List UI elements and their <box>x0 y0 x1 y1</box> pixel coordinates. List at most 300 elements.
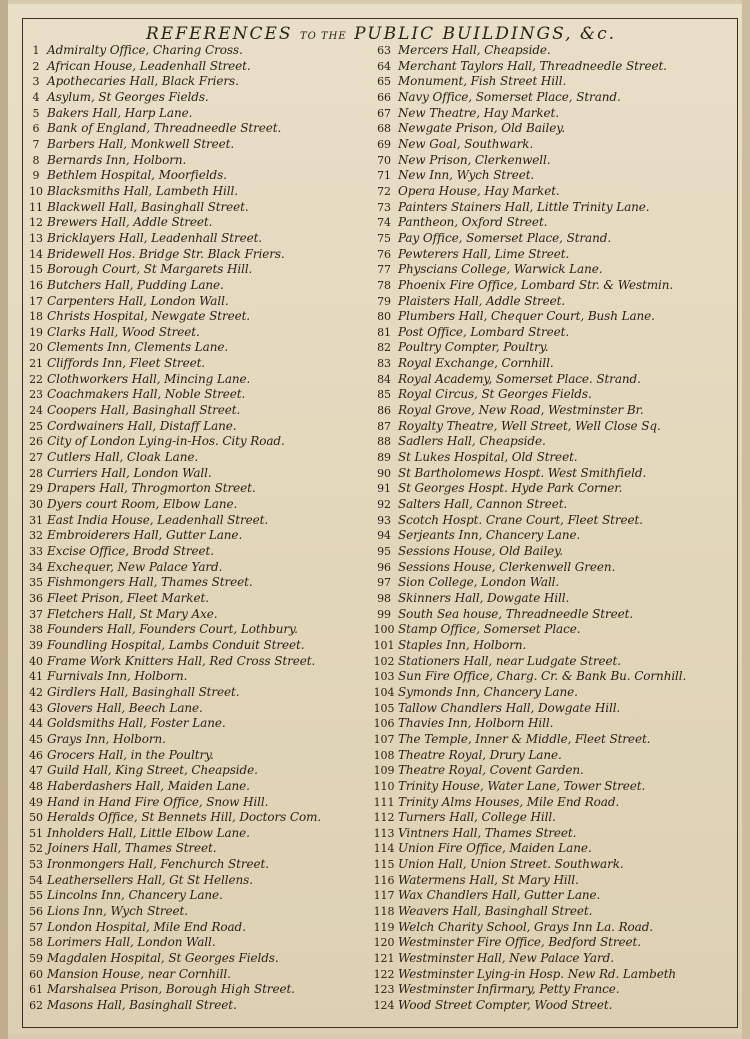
entry-text: Royalty Theatre, Well Street, Well Close Sq. <box>398 418 661 433</box>
entry-text: South Sea house, Threadneedle Street. <box>398 606 634 621</box>
entry-text: Lincolns Inn, Chancery Lane. <box>47 888 223 903</box>
entry-text: Bernards Inn, Holborn. <box>47 152 187 167</box>
entry-number: 6 <box>32 122 40 136</box>
reference-entry <box>370 43 735 59</box>
entry-number: 45 <box>29 732 43 746</box>
entry-text: Royal Exchange, Cornhill. <box>398 356 554 371</box>
entry-text: Lions Inn, Wych Street. <box>47 904 188 919</box>
entry-text: Frame Work Knitters Hall, Red Cross Street. <box>47 653 316 668</box>
reference-entry <box>370 215 735 231</box>
reference-entry <box>370 763 735 779</box>
entry-number: 34 <box>29 560 43 574</box>
entry-number: 87 <box>377 419 391 433</box>
entry-text: Salters Hall, Cannon Street. <box>398 497 568 512</box>
entry-number: 100 <box>373 623 395 637</box>
reference-entry <box>370 153 735 169</box>
entry-number: 106 <box>373 717 395 731</box>
entry-text: Plumbers Hall, Chequer Court, Bush Lane. <box>398 309 655 324</box>
entry-number: 79 <box>377 294 391 308</box>
entry-number: 84 <box>377 372 391 386</box>
entry-number: 41 <box>29 670 43 684</box>
reference-entry <box>25 168 375 184</box>
entry-text: Goldsmiths Hall, Foster Lane. <box>47 716 226 731</box>
entry-text: City of London Lying-in-Hos. City Road. <box>47 434 285 449</box>
entry-text: Embroiderers Hall, Gutter Lane. <box>47 528 243 543</box>
entry-text: Phoenix Fire Office, Lombard Str. & Westmin. <box>398 277 674 292</box>
entry-text: Mercers Hall, Cheapside. <box>398 43 551 57</box>
entry-number: 94 <box>377 529 391 543</box>
entry-number: 27 <box>29 451 43 465</box>
entry-text: New Theatre, Hay Market. <box>398 105 559 120</box>
reference-entry <box>25 450 375 466</box>
entry-text: Sadlers Hall, Cheapside. <box>398 434 546 449</box>
reference-entry <box>370 325 735 341</box>
entry-number: 90 <box>377 466 391 480</box>
reference-entry <box>25 466 375 482</box>
entry-number: 82 <box>377 341 391 355</box>
entry-text: Bakers Hall, Harp Lane. <box>47 105 193 120</box>
entry-number: 92 <box>377 498 391 512</box>
entry-text: Hand in Hand Fire Office, Snow Hill. <box>47 794 269 809</box>
entry-text: Joiners Hall, Thames Street. <box>47 841 217 856</box>
reference-entry <box>370 121 735 137</box>
entry-text: Lorimers Hall, London Wall. <box>47 935 216 950</box>
entry-number: 2 <box>32 59 40 73</box>
entry-text: Stationers Hall, near Ludgate Street. <box>398 653 621 668</box>
reference-entry <box>370 560 735 576</box>
entry-text: Glovers Hall, Beech Lane. <box>47 700 203 715</box>
entry-text: Stamp Office, Somerset Place. <box>398 622 581 637</box>
entry-text: Pewterers Hall, Lime Street. <box>398 246 570 261</box>
entry-text: Masons Hall, Basinghall Street. <box>47 998 237 1013</box>
entry-text: St Lukes Hospital, Old Street. <box>398 450 578 465</box>
entry-number: 53 <box>29 858 43 872</box>
entry-text: Mansion House, near Cornhill. <box>47 966 231 981</box>
entry-number: 29 <box>29 482 43 496</box>
reference-entry <box>25 419 375 435</box>
reference-entry <box>370 434 735 450</box>
entry-number: 107 <box>373 732 395 746</box>
reference-entry <box>370 888 735 904</box>
reference-entry <box>370 387 735 403</box>
entry-number: 74 <box>377 216 391 230</box>
entry-number: 97 <box>377 576 391 590</box>
left-column <box>25 43 375 1014</box>
entry-text: New Prison, Clerkenwell. <box>398 152 551 167</box>
entry-number: 13 <box>29 231 43 245</box>
reference-entry <box>25 685 375 701</box>
reference-entry <box>25 497 375 513</box>
reference-entry <box>25 231 375 247</box>
entry-number: 109 <box>373 764 395 778</box>
entry-number: 70 <box>377 153 391 167</box>
entry-text: Thavies Inn, Holborn Hill. <box>398 716 554 731</box>
entry-number: 67 <box>377 106 391 120</box>
entry-number: 48 <box>29 779 43 793</box>
entry-text: Cutlers Hall, Cloak Lane. <box>47 450 199 465</box>
entry-number: 50 <box>29 811 43 825</box>
entry-text: London Hospital, Mile End Road. <box>47 919 246 934</box>
entry-text: Furnivals Inn, Holborn. <box>47 669 188 684</box>
entry-number: 98 <box>377 591 391 605</box>
reference-entry <box>25 575 375 591</box>
reference-entry <box>25 325 375 341</box>
reference-entry <box>370 200 735 216</box>
entry-number: 103 <box>373 670 395 684</box>
entry-text: Westminster Infirmary, Petty France. <box>398 982 620 997</box>
reference-entry <box>25 262 375 278</box>
title-public-buildings: PUBLIC BUILDINGS, &c. <box>354 24 617 44</box>
reference-entry <box>370 497 735 513</box>
entry-text: Tallow Chandlers Hall, Dowgate Hill. <box>398 700 621 715</box>
entry-number: 33 <box>29 545 43 558</box>
entry-text: Ironmongers Hall, Fenchurch Street. <box>47 857 269 872</box>
reference-entry <box>370 841 735 857</box>
reference-entry <box>370 998 735 1014</box>
entry-text: Sessions House, Clerkenwell Green. <box>398 559 616 574</box>
reference-entry <box>370 528 735 544</box>
reference-entry <box>25 967 375 983</box>
entry-number: 118 <box>373 905 395 919</box>
entry-number: 61 <box>29 983 43 997</box>
entry-number: 43 <box>29 701 43 715</box>
entry-text: Trinity Alms Houses, Mile End Road. <box>398 794 620 809</box>
reference-entry <box>370 466 735 482</box>
reference-entry <box>25 294 375 310</box>
entry-number: 39 <box>29 638 43 652</box>
entry-text: Union Fire Office, Maiden Lane. <box>398 841 592 856</box>
reference-entry <box>370 982 735 998</box>
map-sheet <box>8 4 742 1034</box>
entry-text: Westminster Fire Office, Bedford Street. <box>398 935 641 950</box>
reference-entry <box>370 873 735 889</box>
entry-text: Bricklayers Hall, Leadenhall Street. <box>47 230 263 245</box>
entry-text: Bank of England, Threadneedle Street. <box>47 121 282 136</box>
reference-entry <box>370 247 735 263</box>
entry-text: Wax Chandlers Hall, Gutter Lane. <box>398 888 601 903</box>
reference-entry <box>25 513 375 529</box>
entry-text: Fletchers Hall, St Mary Axe. <box>47 606 218 621</box>
reference-entry <box>370 826 735 842</box>
reference-entry <box>370 419 735 435</box>
entry-text: Post Office, Lombard Street. <box>398 324 570 339</box>
reference-entry <box>370 638 735 654</box>
entry-number: 10 <box>29 184 43 198</box>
entry-text: Bridewell Hos. Bridge Str. Black Friers. <box>47 246 285 261</box>
reference-entry <box>370 294 735 310</box>
entry-number: 40 <box>29 654 43 668</box>
entry-number: 76 <box>377 247 391 261</box>
entry-number: 30 <box>29 498 43 512</box>
entry-text: Navy Office, Somerset Place, Strand. <box>398 89 621 104</box>
reference-entry <box>25 309 375 325</box>
entry-number: 5 <box>32 106 40 120</box>
entry-text: East India House, Leadenhall Street. <box>47 512 269 527</box>
reference-entry <box>25 982 375 998</box>
reference-entry <box>25 43 375 59</box>
reference-entry <box>370 137 735 153</box>
entry-number: 60 <box>29 967 43 981</box>
entry-text: Newgate Prison, Old Bailey. <box>398 121 566 136</box>
entry-text: Serjeants Inn, Chancery Lane. <box>398 528 581 543</box>
reference-entry <box>25 779 375 795</box>
reference-entry <box>370 654 735 670</box>
entry-number: 28 <box>29 466 43 480</box>
reference-entry <box>25 998 375 1014</box>
entry-text: Wood Street Compter, Wood Street. <box>398 998 613 1013</box>
reference-entry <box>25 841 375 857</box>
entry-text: Welch Charity School, Grays Inn La. Road. <box>398 919 654 934</box>
reference-entry <box>25 387 375 403</box>
entry-text: St Georges Hospt. Hyde Park Corner. <box>398 481 623 496</box>
entry-text: Barbers Hall, Monkwell Street. <box>47 136 235 151</box>
entry-text: Apothecaries Hall, Black Friers. <box>47 74 239 89</box>
entry-number: 72 <box>377 184 391 198</box>
entry-number: 55 <box>29 889 43 903</box>
entry-text: Fishmongers Hall, Thames Street. <box>47 575 253 590</box>
entry-text: Sun Fire Office, Charg. Cr. & Bank Bu. Cornhill. <box>398 669 687 684</box>
reference-entry <box>25 951 375 967</box>
references-table <box>22 18 738 1028</box>
reference-entry <box>25 106 375 122</box>
entry-number: 20 <box>29 341 43 355</box>
entry-number: 59 <box>29 952 43 966</box>
entry-number: 21 <box>29 357 43 371</box>
reference-entry <box>370 575 735 591</box>
reference-entry <box>370 340 735 356</box>
entry-number: 15 <box>29 263 43 277</box>
reference-entry <box>25 372 375 388</box>
reference-entry <box>370 685 735 701</box>
paper-edge-left <box>0 0 8 1039</box>
reference-entry <box>370 779 735 795</box>
entry-text: Scotch Hospt. Crane Court, Fleet Street. <box>398 512 643 527</box>
entry-number: 57 <box>29 920 43 934</box>
entry-text: Coopers Hall, Basinghall Street. <box>47 403 241 418</box>
entry-text: Sessions House, Old Bailey. <box>398 544 563 558</box>
reference-entry <box>370 701 735 717</box>
entry-number: 113 <box>373 826 395 840</box>
reference-entry <box>25 403 375 419</box>
entry-text: Christs Hospital, Newgate Street. <box>47 309 251 324</box>
reference-entry <box>370 920 735 936</box>
reference-entry <box>25 215 375 231</box>
reference-entry <box>370 231 735 247</box>
entry-number: 122 <box>373 967 395 981</box>
entry-text: Guild Hall, King Street, Cheapside. <box>47 763 258 778</box>
reference-entry <box>25 920 375 936</box>
entry-number: 11 <box>29 200 43 214</box>
entry-text: Blackwell Hall, Basinghall Street. <box>47 199 249 214</box>
entry-text: Painters Stainers Hall, Little Trinity Lane. <box>398 199 650 214</box>
entry-text: Marshalsea Prison, Borough High Street. <box>47 982 295 997</box>
reference-entry <box>25 669 375 685</box>
reference-entry <box>25 153 375 169</box>
entry-number: 115 <box>373 858 395 872</box>
reference-entry <box>370 59 735 75</box>
entry-number: 89 <box>377 451 391 465</box>
entry-text: Inholders Hall, Little Elbow Lane. <box>47 825 250 840</box>
entry-text: Coachmakers Hall, Noble Street. <box>47 387 246 402</box>
reference-entry <box>25 888 375 904</box>
entry-text: Monument, Fish Street Hill. <box>398 74 567 89</box>
entry-number: 56 <box>29 905 43 919</box>
entry-number: 91 <box>377 482 391 496</box>
entry-text: Brewers Hall, Addle Street. <box>47 215 213 230</box>
reference-entry <box>25 607 375 623</box>
entry-number: 49 <box>29 795 43 809</box>
entry-text: Union Hall, Union Street. Southwark. <box>398 857 624 872</box>
entry-number: 75 <box>377 231 391 245</box>
entry-text: Poultry Compter, Poultry. <box>398 340 549 355</box>
reference-entry <box>25 200 375 216</box>
entry-text: Excise Office, Brodd Street. <box>47 544 214 558</box>
entry-text: Trinity House, Water Lane, Tower Street. <box>398 778 646 793</box>
entry-number: 24 <box>29 404 43 418</box>
reference-entry <box>25 654 375 670</box>
entry-number: 26 <box>29 435 43 449</box>
entry-number: 44 <box>29 717 43 731</box>
reference-entry <box>25 121 375 137</box>
entry-text: Carpenters Hall, London Wall. <box>47 293 229 308</box>
entry-number: 31 <box>29 513 43 527</box>
reference-entry <box>370 168 735 184</box>
reference-entry <box>370 591 735 607</box>
reference-entry <box>25 59 375 75</box>
entry-number: 80 <box>377 310 391 324</box>
entry-number: 95 <box>377 545 391 558</box>
entry-number: 108 <box>373 748 395 762</box>
entry-text: Admiralty Office, Charing Cross. <box>47 43 243 57</box>
reference-entry <box>25 763 375 779</box>
entry-number: 104 <box>373 685 395 699</box>
entry-number: 58 <box>29 936 43 950</box>
reference-entry <box>370 184 735 200</box>
reference-entry <box>370 450 735 466</box>
entry-number: 117 <box>373 889 395 903</box>
entry-number: 54 <box>29 873 43 887</box>
reference-entry <box>370 403 735 419</box>
reference-entry <box>25 857 375 873</box>
entry-number: 88 <box>377 435 391 449</box>
entry-number: 9 <box>32 169 40 183</box>
reference-entry <box>25 356 375 372</box>
entry-text: Leathersellers Hall, Gt St Hellens. <box>47 872 253 887</box>
title-to-the: TO THE <box>299 31 347 42</box>
title-references: REFERENCES <box>145 24 293 44</box>
reference-entry <box>370 904 735 920</box>
entry-text: Staples Inn, Holborn. <box>398 637 527 652</box>
reference-entry <box>370 732 735 748</box>
entry-text: Clothworkers Hall, Mincing Lane. <box>47 371 251 386</box>
entry-number: 62 <box>29 999 43 1013</box>
entry-number: 3 <box>32 75 40 89</box>
entry-text: Pay Office, Somerset Place, Strand. <box>398 230 612 245</box>
entry-number: 101 <box>373 638 395 652</box>
entry-number: 93 <box>377 513 391 527</box>
entry-text: Founders Hall, Founders Court, Lothbury. <box>47 622 298 637</box>
entry-text: Turners Hall, College Hill. <box>398 810 556 825</box>
entry-number: 65 <box>377 75 391 89</box>
entry-number: 120 <box>373 936 395 950</box>
entry-text: Theatre Royal, Covent Garden. <box>398 763 584 778</box>
entry-number: 47 <box>29 764 43 778</box>
entry-text: Drapers Hall, Throgmorton Street. <box>47 481 256 496</box>
entry-number: 1 <box>32 44 40 57</box>
reference-entry <box>370 810 735 826</box>
reference-entry <box>25 904 375 920</box>
entry-number: 112 <box>373 811 395 825</box>
entry-number: 86 <box>377 404 391 418</box>
entry-text: Dyers court Room, Elbow Lane. <box>47 497 238 512</box>
entry-number: 69 <box>377 137 391 151</box>
reference-entry <box>25 90 375 106</box>
entry-text: The Temple, Inner & Middle, Fleet Street. <box>398 731 651 746</box>
entry-text: Plaisters Hall, Addle Street. <box>398 293 566 308</box>
entry-number: 35 <box>29 576 43 590</box>
entry-text: Westminster Lying-in Hosp. New Rd. Lambeth <box>398 966 677 981</box>
reference-entry <box>370 544 735 560</box>
entry-number: 77 <box>377 263 391 277</box>
entry-number: 123 <box>373 983 395 997</box>
entry-text: Heralds Office, St Bennets Hill, Doctors Com. <box>47 810 322 825</box>
entry-text: Opera House, Hay Market. <box>398 183 560 198</box>
entry-number: 37 <box>29 607 43 621</box>
entry-number: 18 <box>29 310 43 324</box>
entry-number: 78 <box>377 278 391 292</box>
entry-text: Grocers Hall, in the Poultry. <box>47 747 214 762</box>
reference-entry <box>370 935 735 951</box>
reference-entry <box>370 748 735 764</box>
entry-number: 38 <box>29 623 43 637</box>
entry-number: 16 <box>29 278 43 292</box>
entry-text: Pantheon, Oxford Street. <box>398 215 548 230</box>
entry-number: 105 <box>373 701 395 715</box>
entry-number: 124 <box>373 999 395 1013</box>
reference-entry <box>25 591 375 607</box>
reference-entry <box>25 560 375 576</box>
entry-text: Skinners Hall, Dowgate Hill. <box>398 590 570 605</box>
reference-entry <box>370 622 735 638</box>
entry-number: 83 <box>377 357 391 371</box>
entry-number: 8 <box>32 153 40 167</box>
entry-number: 121 <box>373 952 395 966</box>
entry-text: Foundling Hospital, Lambs Conduit Street. <box>47 637 305 652</box>
entry-text: Royal Circus, St Georges Fields. <box>398 387 592 402</box>
entry-text: Blacksmiths Hall, Lambeth Hill. <box>47 183 238 198</box>
entry-number: 36 <box>29 591 43 605</box>
entry-number: 17 <box>29 294 43 308</box>
entry-text: Westminster Hall, New Palace Yard. <box>398 951 614 966</box>
entry-text: Royal Grove, New Road, Westminster Br. <box>398 403 644 418</box>
entry-text: New Goal, Southwark. <box>398 136 534 151</box>
entry-number: 12 <box>29 216 43 230</box>
entry-number: 64 <box>377 59 391 73</box>
reference-entry <box>370 669 735 685</box>
reference-entry <box>25 622 375 638</box>
reference-entry <box>370 607 735 623</box>
reference-entry <box>25 278 375 294</box>
reference-entry <box>370 481 735 497</box>
entry-number: 42 <box>29 685 43 699</box>
entry-number: 71 <box>377 169 391 183</box>
entry-text: Sion College, London Wall. <box>398 575 560 590</box>
entry-text: Curriers Hall, London Wall. <box>47 465 212 480</box>
entry-number: 119 <box>373 920 395 934</box>
entry-number: 114 <box>373 842 395 856</box>
entry-text: Physcians College, Warwick Lane. <box>398 262 603 277</box>
entry-number: 68 <box>377 122 391 136</box>
